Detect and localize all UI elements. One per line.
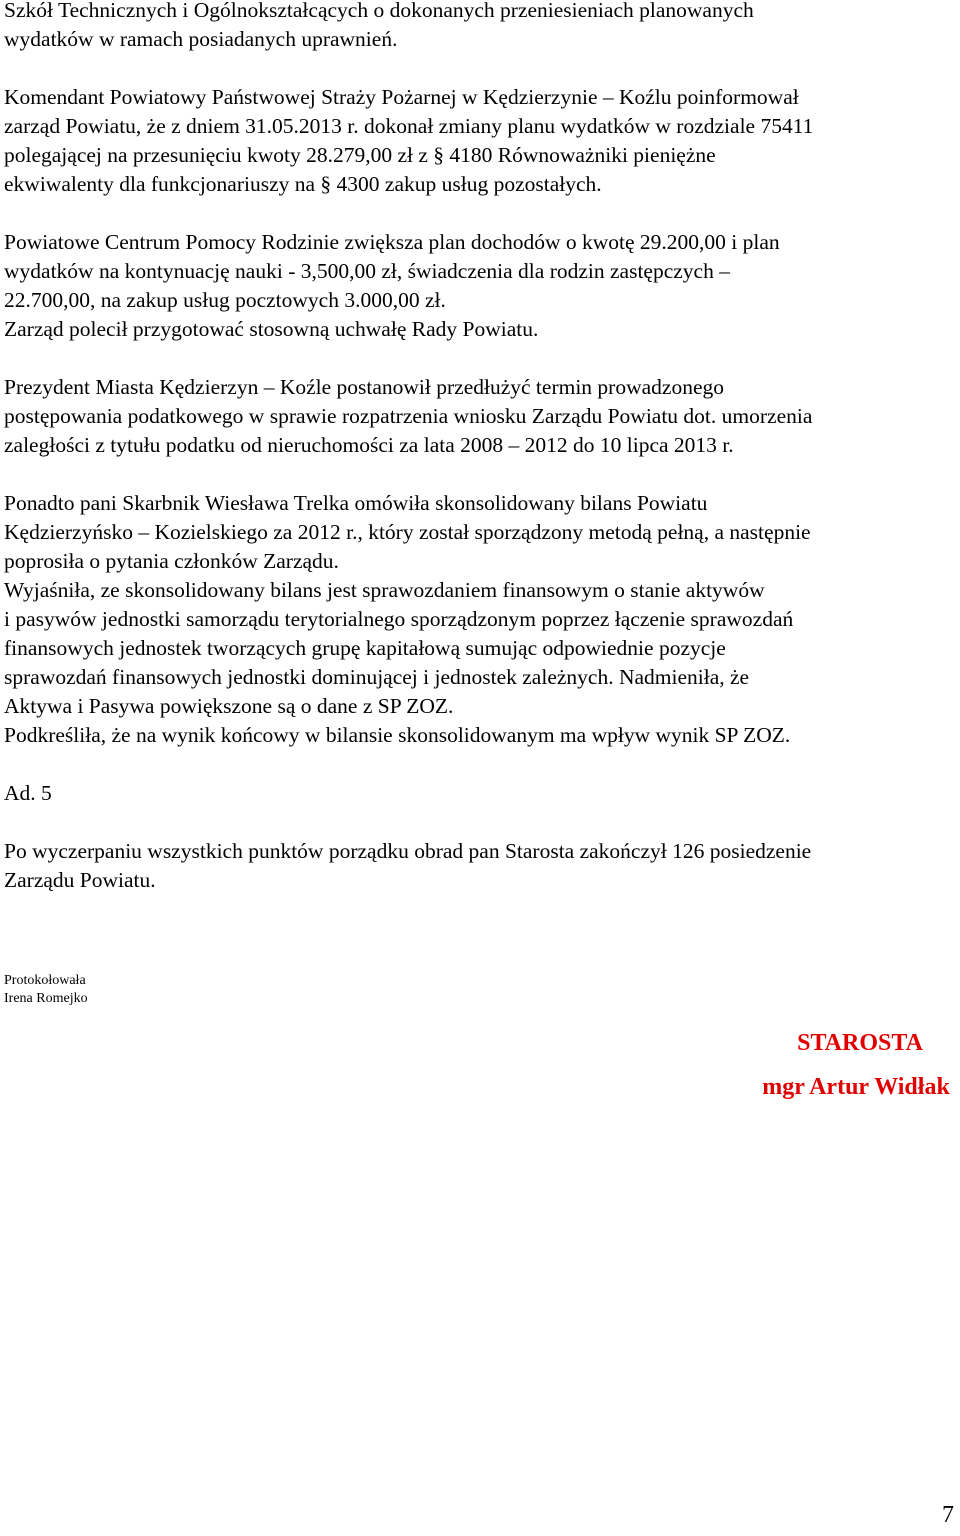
text-line: polegającej na przesunięciu kwoty 28.279,00 zł z § 4180 Równoważniki pieniężne [4,143,716,167]
text-line: postępowania podatkowego w sprawie rozpatrzenia wniosku Zarządu Powiatu dot. umorzenia [4,404,813,428]
protocol-name: Irena Romejko [4,991,88,1006]
text-line: Po wyczerpaniu wszystkich punktów porządku obrad pan Starosta zakończył 126 posiedzenie [4,839,812,863]
signature-title: STAROSTA [797,1030,923,1056]
text-line: wydatków w ramach posiadanych uprawnień. [4,27,398,51]
text-line: Podkreśliła, że na wynik końcowy w bilansie skonsolidowanym ma wpływ wynik SP ZOZ. [4,723,791,747]
text-line: finansowych jednostek tworzących grupę kapitałową sumując odpowiednie pozycje [4,636,726,660]
text-line: Komendant Powiatowy Państwowej Straży Pożarnej w Kędzierzynie – Koźlu poinformował [4,85,799,109]
text-line: poprosiła o pytania członków Zarządu. [4,549,339,573]
text-line: Prezydent Miasta Kędzierzyn – Koźle postanowił przedłużyć termin prowadzonego [4,375,724,399]
text-line: ekwiwalenty dla funkcjonariuszy na § 4300 zakup usług pozostałych. [4,172,602,196]
section-heading: Ad. 5 [4,781,52,805]
text-line: Wyjaśniła, ze skonsolidowany bilans jest sprawozdaniem finansowym o stanie aktywów [4,578,765,602]
text-line: 22.700,00, na zakup usług pocztowych 3.000,00 zł. [4,288,446,312]
text-line: zarząd Powiatu, że z dniem 31.05.2013 r. dokonał zmiany planu wydatków w rozdziale 75411 [4,114,814,138]
text-line: Kędzierzyńsko – Kozielskiego za 2012 r., który został sporządzony metodą pełną, a następnie [4,520,811,544]
text-line: zaległości z tytułu podatku od nieruchomości za lata 2008 – 2012 do 10 lipca 2013 r. [4,433,734,457]
text-line: Zarząd polecił przygotować stosowną uchwałę Rady Powiatu. [4,317,539,341]
text-line: Zarządu Powiatu. [4,868,156,892]
text-line: Szkół Technicznych i Ogólnokształcących o dokonanych przeniesieniach planowanych [4,0,754,22]
text-line: sprawozdań finansowych jednostki dominującej i jednostek zależnych. Nadmieniła, że [4,665,750,689]
text-line: wydatków na kontynuację nauki - 3,500,00 zł, świadczenia dla rodzin zastępczych – [4,259,730,283]
text-line: Powiatowe Centrum Pomocy Rodzinie zwiększa plan dochodów o kwotę 29.200,00 i plan [4,230,780,254]
protocol-label: Protokołowała [4,973,86,988]
text-line: i pasywów jednostki samorządu terytorialnego sporządzonym poprzez łączenie sprawozdań [4,607,794,631]
page-number: 7 [942,1502,954,1528]
text-line: Ponadto pani Skarbnik Wiesława Trelka omówiła skonsolidowany bilans Powiatu [4,491,708,515]
text-line: Aktywa i Pasywa powiększone są o dane z SP ZOZ. [4,694,454,718]
signature-name: mgr Artur Widłak [762,1074,950,1100]
